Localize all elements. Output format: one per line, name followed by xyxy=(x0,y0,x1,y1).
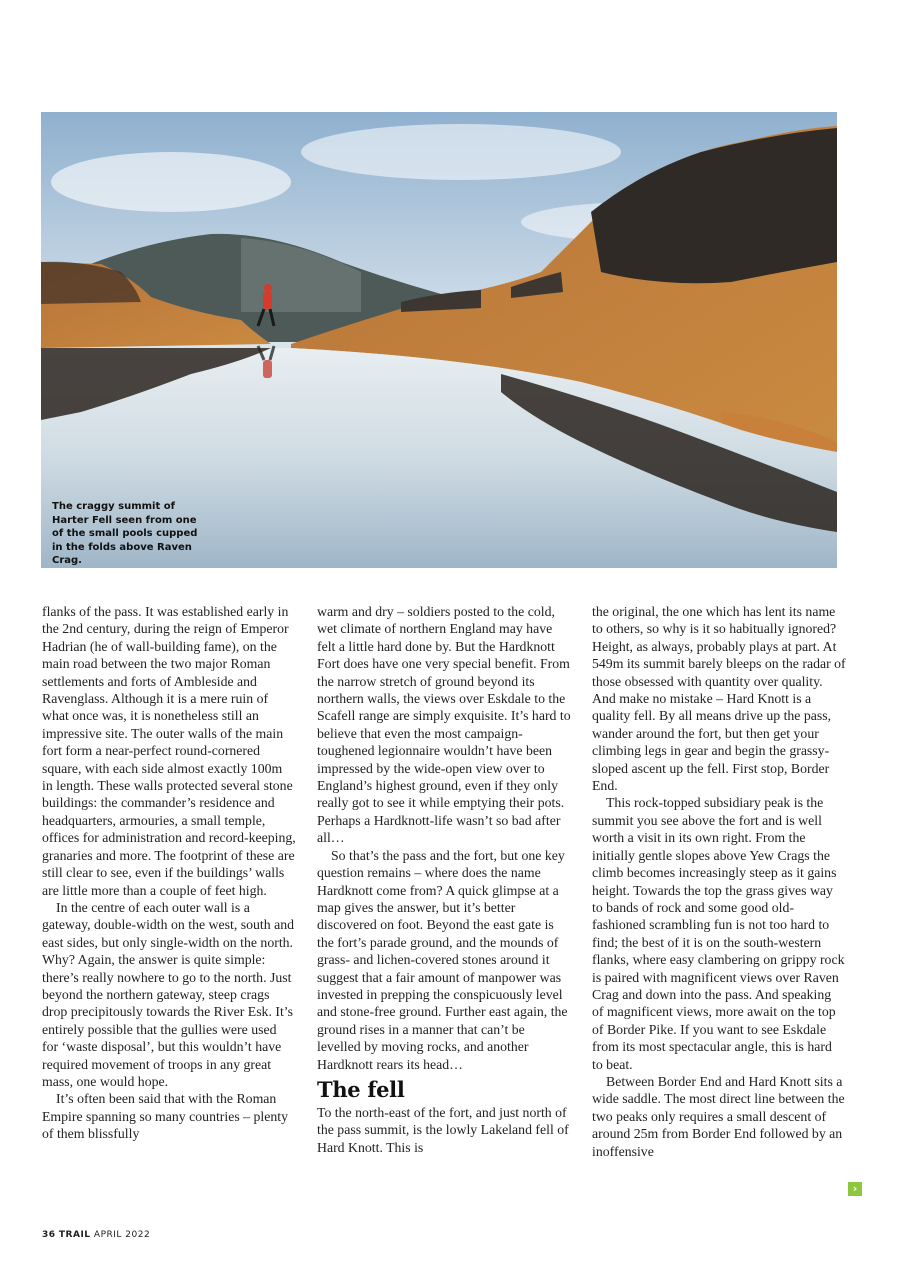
paragraph: So that’s the pass and the fort, but one key question remains – where does the name Hardknott come from? A quick glimpse at a map gives the answer, but it’s better discovered on foot. Beyond the east gate is the fort’s parade ground, and the mounds of grass- and lichen-covered stones around it suggest that a fair amount of manpower was invested in prepping the conspicuously level and stone-free ground. Further east again, the ground rises in a manner that can’t be levelled by moving rocks, and another Hardknott rears its head… xyxy=(317,847,568,1072)
hero-photo xyxy=(41,112,837,568)
article-column-1 xyxy=(42,603,296,1143)
photo-caption: The craggy summit of Harter Fell seen from one of the small pools cupped in the folds above Raven Crag. xyxy=(52,501,198,567)
paragraph: warm and dry – soldiers posted to the cold, wet climate of northern England may have felt a little hard done by. But the Hardknott Fort does have one very special benefit. From the narrow stretch of ground beyond its northern walls, the views over Eskdale to the Scafell range are simply exquisite. It’s hard to believe that even the most campaign-toughened legionnaire wouldn’t have been impressed by the wide-open view over to England’s highest ground, even if they only really got to see it while emptying their pots. Perhaps a Hardknott-life wasn’t so bad after all… xyxy=(317,604,571,846)
paragraph: Between Border End and Hard Knott sits a wide saddle. The most direct line between the two peaks only requires a small descent of around 25m from Border End followed by an inoffensive xyxy=(592,1073,845,1159)
article-column-2 xyxy=(317,603,571,1156)
paragraph: This rock-topped subsidiary peak is the summit you see above the fort and is well worth a visit in its own right. From the initially gentle slopes above Yew Crags the climb becomes increasingly steep as it gains height. Towards the top the grass gives way to bands of rock and some good old-fashioned scrambling fun is not too hard to find; the best of it is on the south-western flanks, where easy clambering on grippy rock is paired with magnificent views over Raven Crag and down into the pass. And speaking of magnificent views, more await on the top of Border Pike. If you want to see Eskdale from its most spectacular angle, this is hard to beat. xyxy=(592,795,845,1072)
section-heading: The fell xyxy=(317,1076,405,1102)
paragraph: It’s often been said that with the Roman Empire spanning so many countries – plenty of them blissfully xyxy=(42,1091,288,1142)
article-column-3 xyxy=(592,603,846,1160)
page-footer xyxy=(42,1230,150,1240)
paragraph: To the north-east of the fort, and just north of the pass summit, is the lowly Lakeland fell of Hard Knott. This is xyxy=(317,1104,569,1155)
page-number: 36 xyxy=(42,1230,56,1240)
continue-arrow-icon: › xyxy=(848,1182,862,1196)
issue-date: APRIL 2022 xyxy=(93,1230,151,1240)
magazine-name: TRAIL xyxy=(58,1230,91,1240)
paragraph: In the centre of each outer wall is a gateway, double-width on the west, south and east sides, but only single-width on the north. Why? Again, the answer is quite simple: there’s really nowhere to go to the north. Just beyond the northern gateway, steep crags drop precipitously towards the River Esk. It’s entirely possible that the gullies were used for ‘waste disposal’, but this wouldn’t have required movement of troops in any great mass, one would hope. xyxy=(42,899,294,1089)
paragraph: flanks of the pass. It was established early in the 2nd century, during the reign of Emperor Hadrian (he of wall-building fame), on the main road between the two major Roman settlements and forts of Ambleside and Ravenglass. Although it is a mere ruin of what once was, it is nonetheless still an impressive site. The outer walls of the main fort form a near-perfect round-cornered square, with each side almost exactly 100m in length. These walls protected several stone buildings: the commander’s residence and headquarters, armouries, a small temple, offices for administration and record-keeping, granaries and more. The footprint of these are still clear to see, even if the buildings’ walls are little more than a couple of feet high. xyxy=(42,604,296,898)
paragraph: the original, the one which has lent its name to others, so why is it so habitually ignored? Height, as always, probably plays at part. At 549m its summit barely bleeps on the radar of those obsessed with quantity over quality. And make no mistake – Hard Knott is a quality fell. By all means drive up the pass, wander around the fort, but then get your climbing legs in gear and begin the grassy-sloped ascent up the fell. First stop, Border End. xyxy=(592,604,846,794)
